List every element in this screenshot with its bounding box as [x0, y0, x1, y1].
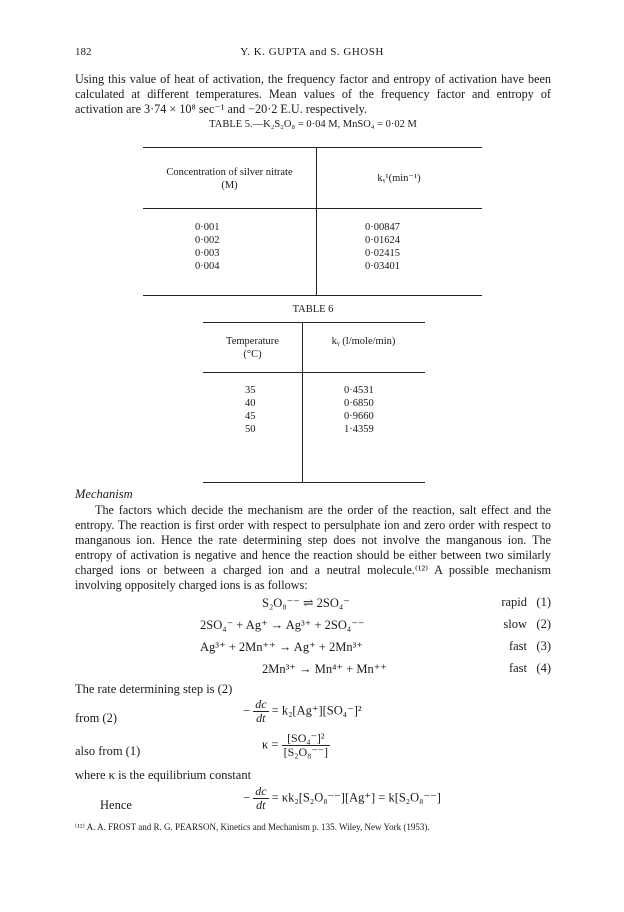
table-cell: 0·001 [195, 222, 220, 233]
table6-col1-header-line2: (°C) [243, 349, 262, 360]
table5-col1-header-line2: (M) [221, 180, 238, 191]
fraction-numerator: dc [255, 784, 267, 798]
reaction-4-number: (4) [536, 661, 551, 675]
reaction-4-rate: fast [508, 661, 527, 675]
reaction-1-equation: S₂O₈⁻⁻ ⇌ 2SO₄⁻ [262, 596, 350, 610]
table-cell: 0·9660 [344, 411, 374, 422]
table6-bottom-rule [203, 482, 425, 483]
table6-header-rule [203, 372, 425, 373]
table5-col2-values [316, 221, 482, 273]
table6-col1-header-line1: Temperature [226, 336, 279, 347]
equation-rhs: = κk₂[S₂O₈⁻⁻][Ag⁺] = k[S₂O₈⁻⁻] [271, 790, 441, 805]
fraction-numerator: dc [255, 697, 267, 711]
table-cell: 0·01624 [365, 235, 400, 246]
table-cell: 40 [245, 398, 256, 409]
reaction-3-rate: fast [508, 639, 527, 653]
section-title: Mechanism [75, 487, 133, 501]
minus-sign: − [243, 703, 251, 718]
reaction-2-rate: slow [503, 617, 527, 631]
from2-equation [243, 698, 362, 725]
hence-label: Hence [100, 798, 132, 812]
table-cell: 50 [245, 424, 256, 435]
mechanism-text: The factors which decide the mechanism are the order of the reaction, salt effect and the entropy. The reaction is first order with respect to persulphate ion and zero order with respect to manganous ion. Hence the rate determining step does not involve the manganous ion. The entropy of activation is negative and hence the reaction should be either between two similarly charged ions or between a charged ion and a neutral molecule.⁽¹²⁾ A possible mechanism involving oppositely charged ions is as follows: [75, 503, 551, 592]
footnote [75, 822, 430, 833]
table-cell: 0·03401 [365, 261, 400, 272]
from1-label: also from (1) [75, 744, 141, 758]
minus-sign: − [243, 790, 251, 805]
fraction-denominator: [S₂O₈⁻⁻] [283, 745, 328, 759]
table6-col1-header [203, 335, 302, 361]
from1-equation [262, 732, 330, 759]
equation-rhs: = k₂[Ag⁺][SO₄⁻]² [271, 703, 362, 718]
table-cell: 0·004 [195, 261, 220, 272]
reaction-1-number: (1) [536, 595, 551, 609]
fraction [282, 732, 330, 759]
mechanism-paragraph [75, 503, 551, 593]
table-cell: 35 [245, 385, 256, 396]
fraction [253, 785, 268, 812]
table-cell: 0·6850 [344, 398, 374, 409]
footnote-text: A. A. FROST and R. G. PEARSON, Kinetics and Mechanism p. 135. Wiley, New York (1953). [86, 822, 430, 832]
fraction-numerator: [SO₄⁻]² [282, 732, 330, 746]
reaction-1-rate: rapid [501, 595, 527, 609]
page-number: 182 [75, 46, 92, 58]
table5-col1-header [143, 166, 316, 192]
table5-col1-values [143, 221, 316, 273]
rate-step-text: The rate determining step is (2) [75, 682, 233, 696]
where-text: where κ is the equilibrium constant [75, 768, 252, 782]
table5-caption: TABLE 5.—K₂S₂O₈ = 0·04 M, MnSO₄ = 0·02 M [209, 119, 417, 130]
table-cell: 1·4359 [344, 424, 374, 435]
footnote-marker: ⁽¹²⁾ [75, 822, 85, 832]
reaction-4-equation: 2Mn³⁺ → Mn⁴⁺ + Mn⁺⁺ [262, 662, 387, 676]
running-head: Y. K. GUPTA and S. GHOSH [240, 46, 384, 58]
fraction-denominator: dt [256, 798, 266, 812]
table5-col1-header-line1: Concentration of silver nitrate [166, 167, 293, 178]
table5-bottom-rule [143, 295, 482, 296]
intro-paragraph: Using this value of heat of activation, the frequency factor and entropy of activation have been calculated at different temperatures. Mean values of the frequency factor and entropy of activation are 3·74 × 10⁸ sec⁻¹ and −20·2 E.U. respectively. [75, 72, 551, 116]
table-cell: 45 [245, 411, 256, 422]
fraction [253, 698, 268, 725]
table6-col2-values [302, 384, 425, 436]
table-cell: 0·003 [195, 248, 220, 259]
hence-equation [243, 785, 441, 812]
fraction-denominator: dt [256, 711, 266, 725]
table-cell: 0·02415 [365, 248, 400, 259]
table5-col2-header: kᵧ¹(min⁻¹) [377, 173, 421, 184]
reaction-2-number: (2) [536, 617, 551, 631]
table-cell: 0·00847 [365, 222, 400, 233]
reaction-3-equation: Ag³⁺ + 2Mn⁺⁺ → Ag⁺ + 2Mn³⁺ [200, 640, 363, 654]
table-cell: 0·002 [195, 235, 220, 246]
from2-label: from (2) [75, 711, 117, 725]
table6-col1-values [203, 384, 302, 436]
table-cell: 0·4531 [344, 385, 374, 396]
table6-top-rule [203, 322, 425, 323]
equation-lhs: κ = [262, 737, 279, 752]
table6-caption: TABLE 6 [292, 304, 334, 315]
reaction-2-equation: 2SO₄⁻ + Ag⁺ → Ag³⁺ + 2SO₄⁻⁻ [200, 618, 365, 632]
table6-col2-header: kᵧ (l/mole/min) [331, 336, 396, 347]
table5-header-rule [143, 208, 482, 209]
reaction-3-number: (3) [536, 639, 551, 653]
table5-top-rule [143, 147, 482, 148]
